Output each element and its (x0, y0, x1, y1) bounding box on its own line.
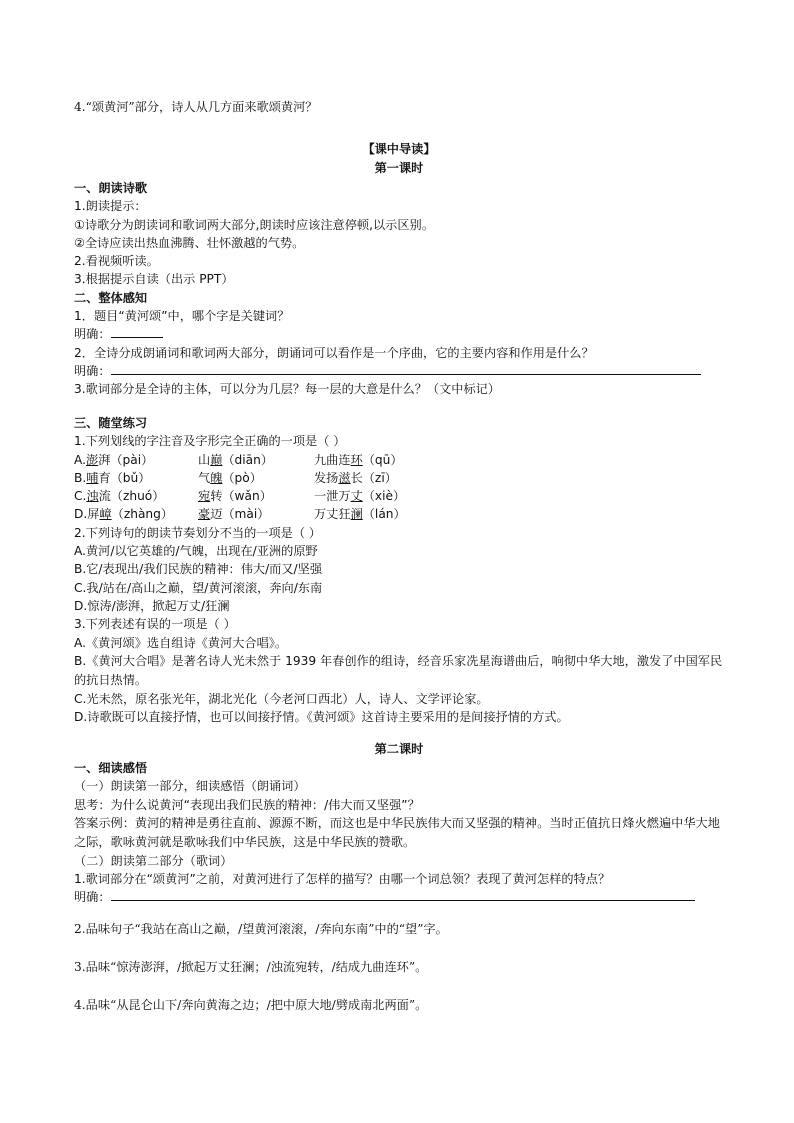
overall-question-3: 3.歌词部分是全诗的主体，可以分为几层？每一层的大意是什么？（文中标记） (74, 382, 501, 397)
overall-question-2: 2．全诗分成朗诵词和歌词两大部分，朗诵词可以看作是一个序曲，它的主要内容和作用是什么？ (74, 345, 594, 360)
exercise-1-option-d: D.屏嶂（zhàng） 豪迈（mài） 万丈狂澜（lán） (74, 507, 406, 522)
practice-section (74, 414, 724, 726)
reading-tips-label: 1.朗读提示： (74, 199, 147, 214)
question-4-top: 4.“颂黄河”部分，诗人从几方面来歌颂黄河？ (74, 100, 318, 114)
lesson-2-content (74, 759, 724, 907)
lyrics-question-3: 3.品味“惊涛澎湃，/掀起万丈狂澜；/浊流宛转，/结成九曲连环”。 (74, 960, 428, 974)
exercise-2-option-d: D.惊涛/澎湃，掀起万丈/狂澜 (74, 598, 230, 613)
reading-tip-1: ①诗歌分为朗读词和歌词两大部分,朗读时应该注意停顿,以示区别。 (74, 217, 434, 232)
reading-step-3: 3.根据提示自读（出示 PPT） (74, 272, 234, 287)
exercise-1-option-a: A.澎湃（pài） 山巅（diān） 九曲连环（qū） (74, 452, 403, 467)
part-1-label: （一）朗读第一部分，细读感悟（朗诵词） (74, 779, 306, 794)
overall-question-1: 1．题目“黄河颂”中，哪个字是关键词？ (74, 309, 290, 324)
exercise-2-option-a: A.黄河/以它英雄的/气魄，出现在/亚洲的原野 (74, 544, 318, 559)
overall-answer-1 (74, 325, 724, 343)
exercise-1-stem: 1.下列划线的字注音及字形完全正确的一项是（ ） (74, 434, 346, 449)
lyrics-question-2: 2.品味句子“我站在高山之巅，/望黄河滚滚，/奔向东南”中的“望”字。 (74, 922, 448, 936)
exercise-3-option-b: B.《黄河大合唱》是著名诗人光未然于 1939 年春创作的组诗，经音乐家冼星海谱曲后，响彻中华大地，激发了中国军民的抗日热情。 (74, 653, 723, 687)
reading-tip-2: ②全诗应读出热血沸腾、壮怀激越的气势。 (74, 235, 305, 250)
heading-close-reading: 一、细读感悟 (74, 761, 148, 775)
heading-practice: 三、随堂练习 (74, 416, 148, 430)
lyrics-question-4: 4.品味“从昆仑山下/奔向黄海之边；/把中原大地/劈成南北两面”。 (74, 998, 428, 1012)
exercise-1-option-c: C.浊流（zhuó） 宛转（wǎn） 一泄万丈（xiè） (74, 489, 406, 504)
lesson-1-content (74, 179, 724, 399)
part-2-label: （二）朗读第二部分（歌词） (74, 853, 233, 868)
overall-answer-2 (74, 362, 724, 380)
heading-overall: 二、整体感知 (74, 290, 148, 305)
exercise-3-option-d: D.诗歌既可以直接抒情，也可以间接抒情。《黄河颂》这首诗主要采用的是间接抒情的方式。 (74, 710, 569, 725)
exercise-2-stem: 2.下列诗句的朗读节奏划分不当的一项是（ ） (74, 525, 322, 540)
sample-answer: 答案示例：黄河的精神是勇往直前、源源不断，而这也是中华民族伟大而又坚强的精神。当时正值抗日烽火燃遍中华大地之际，歌咏黄河就是歌咏我们中华民族，这是中华民族的赞歌。 (74, 815, 720, 849)
answer-blank[interactable] (111, 325, 163, 338)
exercise-3-option-a: A.《黄河颂》选自组诗《黄河大合唱》。 (74, 635, 288, 650)
answer-blank[interactable] (111, 888, 695, 901)
answer-label: 明确： (74, 327, 111, 342)
exercise-3-option-c: C.光未然，原名张光年，湖北光化（今老河口西北）人，诗人、文学评论家。 (74, 691, 489, 706)
answer-label: 明确： (74, 890, 111, 905)
lesson-2-title: 第二课时 (374, 742, 424, 756)
reading-step-2: 2.看视频听读。 (74, 254, 159, 269)
lesson-1-title: 第一课时 (374, 161, 424, 175)
section-title: 【课中导读】 (362, 142, 436, 156)
think-question: 思考：为什么说黄河“表现出我们民族的精神：/伟大而又坚强”？ (74, 797, 420, 812)
exercise-3-stem: 3.下列表述有误的一项是（ ） (74, 617, 236, 632)
heading-read-poem: 一、朗读诗歌 (74, 181, 148, 195)
exercise-2-option-c: C.我/站在/高山之巅，望/黄河滚滚，奔向/东南 (74, 580, 323, 595)
exercise-2-option-b: B.它/表现出/我们民族的精神：伟大/而又/坚强 (74, 562, 323, 577)
answer-blank[interactable] (111, 362, 701, 375)
exercise-1-option-b: B.哺育（bǔ） 气魄（pò） 发扬滋长（zī） (74, 470, 397, 485)
answer-label: 明确： (74, 363, 111, 378)
lyrics-answer-1 (74, 888, 724, 906)
lyrics-question-1: 1.歌词部分在“颂黄河”之前，对黄河进行了怎样的描写？由哪一个词总领？表现了黄河怎样的特点？ (74, 872, 611, 887)
